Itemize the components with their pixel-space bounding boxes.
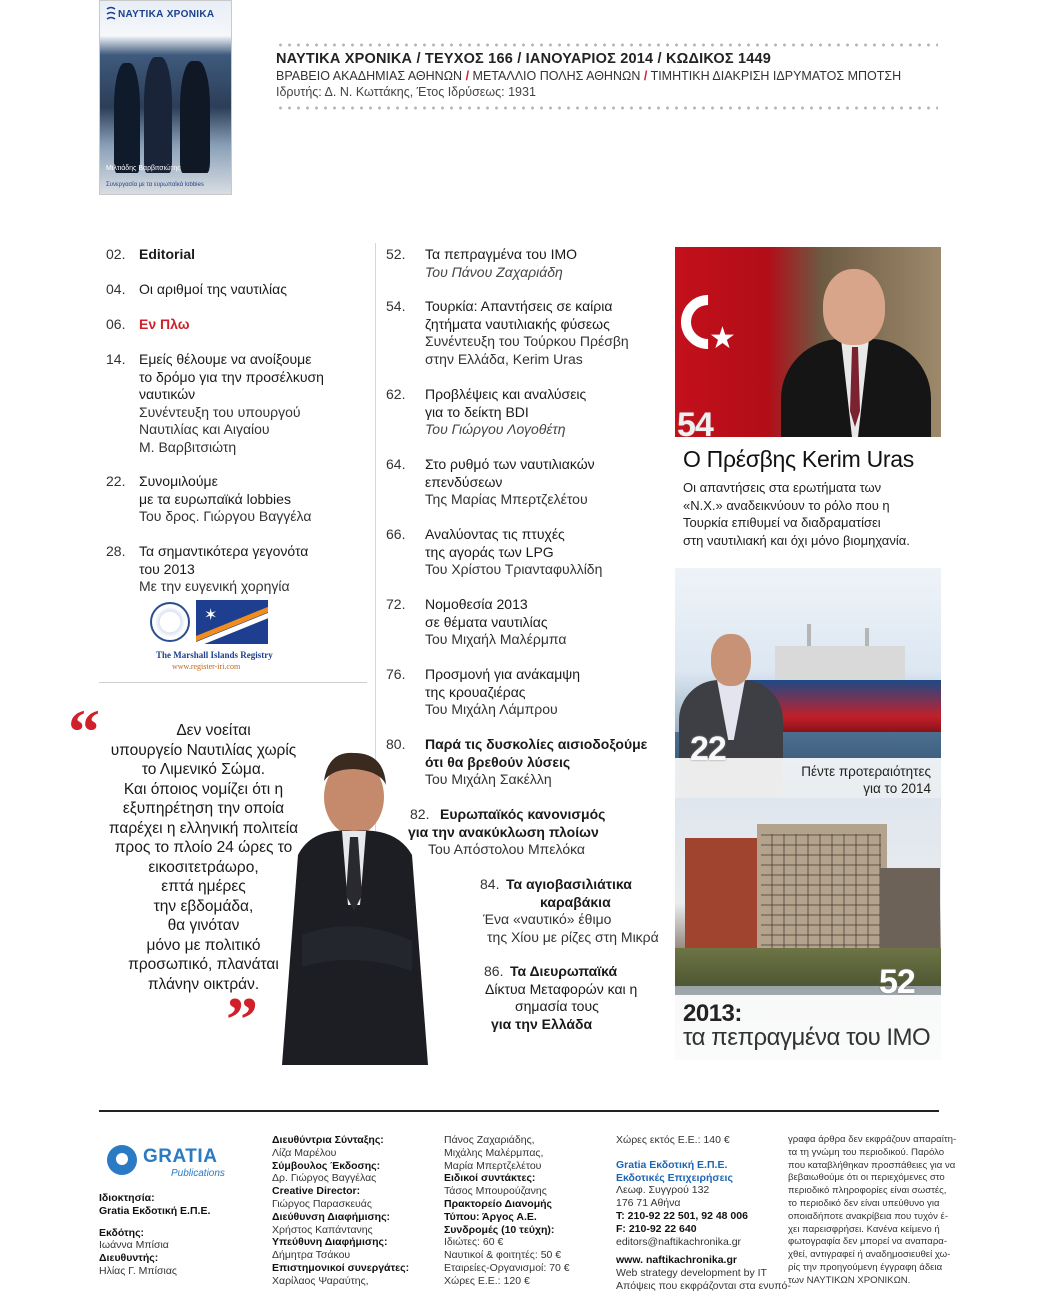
gratia-globe-icon	[107, 1145, 137, 1175]
toc-number: 76.	[386, 666, 406, 682]
toc-title: Εν Πλω	[139, 316, 190, 332]
toc-title: για την Ελλάδα	[491, 1015, 593, 1032]
quote-line: Δεν νοείται	[176, 722, 251, 739]
subscription-price: Ναυτικοί & φοιτητές: 50 €	[444, 1249, 562, 1262]
staff-label: Επιστημονικοί συνεργάτες:	[272, 1261, 410, 1274]
cover-caption: Μιλτιάδης Βαρβιτσιώτης	[106, 165, 181, 172]
director-value: Ηλίας Γ. Μπίσιας	[99, 1264, 177, 1277]
toc-number: 72.	[386, 596, 406, 612]
subscription-price: Εταιρείες-Οργανισμοί: 70 €	[444, 1261, 570, 1274]
disclaimer-start: Απόψεις που εκφράζονται στα ενυπό-	[616, 1279, 791, 1291]
toc-number: 66.	[386, 526, 406, 542]
toc-title: του 2013	[139, 560, 195, 577]
toc-title: επενδύσεων	[425, 473, 503, 490]
publisher-value: Ιωάννα Μπίσια	[99, 1239, 169, 1252]
portrait-head	[823, 269, 885, 345]
toc-number: 14.	[106, 351, 126, 367]
toc-title: Προβλέψεις και αναλύσεις	[425, 386, 587, 402]
feature-caption[interactable]	[801, 763, 931, 797]
toc-number: 82.	[410, 806, 430, 822]
cover-figure-2	[144, 57, 172, 173]
footer-contributors	[444, 1134, 570, 1288]
toc-number: 52.	[386, 246, 406, 262]
director-label: Διευθυντής:	[99, 1252, 159, 1265]
portrait-photo	[262, 735, 432, 1065]
quote-line: παρέχει η ελληνική πολιτεία	[108, 819, 299, 837]
toc-title: με τα ευρωπαϊκά lobbies	[139, 490, 291, 507]
toc-author: Του Μιχαήλ Μαλέρμπα	[425, 631, 567, 647]
toc-author: Του Μιχάλη Σακέλλη	[425, 771, 552, 787]
toc-author: Της Μαρίας Μπερτζελέτου	[425, 491, 588, 507]
staff-label: Creative Director:	[272, 1185, 361, 1198]
distribution-label: Πρακτορείο Διανομής	[444, 1197, 553, 1210]
toc-title: Ευρωπαϊκός κανονισμός	[440, 806, 606, 822]
toc-author: Του Μιχάλη Λάμπρου	[425, 701, 558, 717]
phone[interactable]: T: 210-92 22 501, 92 48 006	[616, 1209, 748, 1222]
feature-photo-ambassador[interactable]	[675, 247, 941, 437]
toc-title: Εμείς θέλουμε να ανοίξουμε	[139, 351, 312, 367]
feature-desc-line: «Ν.Χ.» αναδεικνύουν το ρόλο που η	[683, 497, 890, 513]
dotted-divider-top	[276, 43, 938, 47]
toc-title: ζητήματα ναυτιλιακής φύσεως	[425, 315, 610, 332]
disclaimer-line: το περιοδικό δεν είναι υπεύθυνο για	[788, 1197, 940, 1209]
subscription-price: Χώρες εκτός Ε.Ε.: 140 €	[616, 1134, 730, 1146]
feature-desc-line: Τουρκία επιθυμεί να διαδραματίσει	[683, 515, 881, 530]
toc-number: 80.	[386, 736, 406, 752]
footer-staff	[272, 1134, 409, 1288]
building-windows	[761, 834, 881, 954]
staff-label: Σύμβουλος Έκδοσης:	[272, 1159, 381, 1172]
toc-author: Του Γιώργου Λογοθέτη	[425, 421, 566, 437]
toc-title: Τα πεπραγμένα του ΙΜΟ	[425, 246, 578, 262]
toc-number: 04.	[106, 281, 126, 297]
toc-title: για την ανακύκλωση πλοίων	[408, 823, 599, 840]
feature-page-number: 52	[879, 963, 915, 1001]
toc-subtitle: της Χίου με ρίζες στη Μικρά	[487, 928, 659, 945]
disclaimer-line: βεβαιωθούμε ότι οι περιεχόμενες στο	[788, 1172, 945, 1184]
portrait-head	[711, 634, 751, 686]
quote-line: το Λιμενικό Σώμα.	[141, 761, 266, 778]
toc-title: Στο ρυθμό των ναυτιλιακών	[425, 456, 595, 472]
toc-subtitle: Ναυτιλίας και Αιγαίου	[139, 421, 270, 437]
company-subtitle: Εκδοτικές Επιχειρήσεις	[616, 1171, 733, 1184]
section-divider	[99, 682, 367, 683]
staff-label: Υπεύθυνη Διαφήμισης:	[272, 1236, 388, 1249]
gratia-logo[interactable]	[107, 1143, 242, 1183]
sponsor-url[interactable]: www.register-iri.com	[172, 662, 241, 671]
toc-subtitle: Συνέντευξη του Τούρκου Πρέσβη	[425, 333, 629, 349]
toc-title: Νομοθεσία 2013	[425, 596, 528, 612]
toc-number: 54.	[386, 298, 406, 314]
awards-line	[276, 69, 901, 83]
award-2: ΜΕΤΑΛΛΙΟ ΠΟΛΗΣ ΑΘΗΝΩΝ	[472, 69, 641, 83]
sponsor-name: The Marshall Islands Registry	[156, 650, 273, 660]
toc-title: Τα σημαντικότερα γεγονότα	[139, 543, 309, 559]
fax: F: 210-92 22 640	[616, 1222, 697, 1235]
owner-value: Gratia Εκδοτική Ε.Π.Ε.	[99, 1204, 211, 1217]
contributor-name: Πάνος Ζαχαριάδης,	[444, 1134, 535, 1146]
toc-title: Συνομιλούμε	[139, 473, 218, 489]
owner-label: Ιδιοκτησία:	[99, 1192, 155, 1204]
disclaimer-line: οποιαδήποτε ανακρίβεια που τυχόν έ-	[788, 1210, 949, 1222]
cover-masthead: ΝΑΥΤΙΚΑ ΧΡΟΝΙΚΑ	[118, 9, 215, 20]
toc-number: 84.	[480, 876, 500, 892]
toc-title: Οι αριθμοί της ναυτιλίας	[139, 281, 287, 297]
footer-contact	[616, 1134, 791, 1291]
web-credit: Web strategy development by IT	[616, 1267, 767, 1280]
toc-title: σε θέματα ναυτιλίας	[425, 613, 548, 630]
quote-line: την εβδομάδα,	[153, 897, 254, 915]
close-quote-icon: ”	[226, 984, 258, 1055]
feature-desc-line: στη ναυτιλιακή και όχι μόνο βιομηχανία.	[683, 532, 910, 548]
disclaimer-line: περιοδικό πληροφορίες είναι σωστές,	[788, 1185, 947, 1197]
caption-line: για το 2014	[863, 781, 931, 796]
distribution-value: Τύπου: Άργος Α.Ε.	[444, 1210, 537, 1223]
toc-number: 22.	[106, 473, 126, 489]
toc-subtitle: στην Ελλάδα, Kerim Uras	[425, 350, 583, 367]
open-quote-icon: “	[68, 696, 100, 767]
staff-value: Δρ. Γιώργος Βαγγέλας	[272, 1172, 377, 1185]
cover-figure-1	[114, 63, 140, 173]
award-3: ΤΙΜΗΤΙΚΗ ΔΙΑΚΡΙΣΗ ΙΔΡΥΜΑΤΟΣ ΜΠΟΤΣΗ	[650, 69, 902, 83]
toc-number: 62.	[386, 386, 406, 402]
address-line: 176 71 Αθήνα	[616, 1197, 681, 1210]
subscriptions-label: Συνδρομές (10 τεύχη):	[444, 1223, 555, 1236]
founder-line: Ιδρυτής: Δ. Ν. Κωττάκης, Έτος Ιδρύσεως: 1931	[276, 85, 536, 99]
quote-line: υπουργείο Ναυτιλίας χωρίς	[110, 741, 297, 759]
issue-line: ΝΑΥΤΙΚΑ ΧΡΟΝΙΚΑ / ΤΕΥΧΟΣ 166 / ΙΑΝΟΥΑΡΙΟΣ 2014 / ΚΩΔΙΚΟΣ 1449	[276, 51, 772, 67]
disclaimer-line: τα τη γνώμη του περιοδικού. Παρόλο	[788, 1146, 945, 1158]
quote-line: μόνο με πολιτικό	[146, 936, 261, 954]
toc-number: 02.	[106, 246, 126, 262]
feature-title[interactable]: τα πεπραγμένα του ΙΜΟ	[683, 1024, 931, 1051]
toc-title: Τα αγιοβασιλιάτικα	[506, 876, 632, 892]
quote-line: Και όποιος νομίζει ότι η	[123, 780, 284, 798]
toc-author: Του Χρίστου Τριανταφυλλίδη	[425, 561, 603, 577]
toc-number: 86.	[484, 963, 504, 979]
toc-number: 28.	[106, 543, 126, 559]
wave-logo-icon	[106, 5, 116, 23]
company-name: Gratia Εκδοτική Ε.Π.Ε.	[616, 1158, 728, 1171]
disclaimer-line: των ΝΑΥΤΙΚΩΝ ΧΡΟΝΙΚΩΝ.	[788, 1274, 911, 1286]
toc-author: Του Πάνου Ζαχαριάδη	[425, 263, 563, 280]
gratia-wordmark: GRATIA	[143, 1146, 218, 1167]
toc-title: Τουρκία: Απαντήσεις σε καίρια	[425, 298, 613, 314]
quote-line: προς το πλοίο 24 ώρες το	[114, 839, 293, 856]
slash-separator: /	[465, 69, 470, 83]
disclaimer-line: ρίς την προηγούμενη έγγραφη άδεια	[788, 1261, 943, 1273]
magazine-cover-thumbnail[interactable]	[99, 0, 232, 195]
editors-value: Τάσος Μπουρούζανης	[444, 1185, 547, 1198]
toc-title: σημασία τους	[515, 998, 599, 1014]
toc-title: το δρόμο για την προσέλκυση	[139, 368, 324, 385]
editors-label: Ειδικοί συντάκτες:	[444, 1172, 536, 1185]
staff-value: Χαρίλαος Ψαραύτης,	[272, 1274, 369, 1287]
quote-line: θα γινόταν	[167, 917, 240, 934]
toc-title: ναυτικών	[139, 386, 196, 402]
disclaimer-line: χθεί, αντιγραφεί ή αναδημοσιευθεί χω-	[788, 1249, 951, 1261]
cover-footer: Συνεργασία με τα ευρωπαϊκά lobbies	[106, 182, 204, 188]
disclaimer-line: γραφα άρθρα δεν εκφράζουν απαραίτη-	[788, 1134, 957, 1145]
caption-line: Πέντε προτεραιότητες	[801, 764, 931, 779]
cover-figure-3	[180, 61, 210, 173]
footer-ownership	[99, 1192, 210, 1278]
toc-title: Editorial	[139, 246, 196, 262]
staff-value: Γιώργος Παρασκευάς	[272, 1197, 372, 1210]
toc-title: καραβάκια	[540, 893, 611, 910]
quote-line: εξυπηρέτηση την οποία	[122, 800, 285, 817]
toc-title: της αγοράς των LPG	[425, 543, 554, 560]
award-1: ΒΡΑΒΕΙΟ ΑΚΑΔΗΜΙΑΣ ΑΘΗΝΩΝ	[276, 69, 463, 83]
sponsor-logos[interactable]	[148, 598, 273, 680]
disclaimer-line: φωτογραφία δεν μπορεί να αναπαρα-	[788, 1236, 948, 1248]
marshall-islands-flag-icon: ✶	[196, 600, 268, 644]
feature-year: 2013:	[683, 1000, 742, 1027]
feature-desc-line: Οι απαντήσεις στα ερωτήματα των	[683, 480, 882, 495]
toc-number: 64.	[386, 456, 406, 472]
website-link[interactable]: www. naftikachronika.gr	[616, 1254, 737, 1267]
quote-line: προσωπικό, πλανάται	[128, 956, 279, 973]
toc-subtitle: Ένα «ναυτικό» έθιμο	[483, 911, 612, 927]
toc-subtitle: Με την ευγενική χορηγία	[139, 578, 290, 594]
star-icon: ★	[709, 322, 736, 355]
staff-value: Δήμητρα Τσάκου	[272, 1249, 351, 1262]
toc-subtitle: Συνέντευξη του υπουργού	[139, 403, 301, 420]
toc-title: για το δείκτη BDI	[425, 403, 529, 420]
toc-title: της κρουαζιέρας	[425, 683, 526, 700]
footer-rule	[99, 1110, 939, 1112]
subscription-price: Χώρες Ε.Ε.: 120 €	[444, 1274, 530, 1287]
toc-title: ότι θα βρεθούν λύσεις	[425, 753, 571, 770]
gratia-subtitle: Publications	[171, 1168, 225, 1179]
ship-superstructure	[775, 646, 905, 682]
feature-title[interactable]: Ο Πρέσβης Kerim Uras	[683, 446, 914, 472]
building	[685, 838, 765, 958]
contributor-name: Μαρία Μπερτζελέτου	[444, 1159, 542, 1172]
toc-title: Προσμονή για ανάκαμψη	[425, 666, 581, 682]
staff-value: Χρήστος Καπάντανης	[272, 1223, 373, 1236]
disclaimer-line: χει παρεισφρήσει. Κανένα κείμενο ή	[788, 1223, 940, 1235]
toc-subtitle: Του δρος. Γιώργου Βαγγέλα	[139, 508, 312, 524]
quote-line: πλάνην οικτράν.	[147, 975, 260, 993]
toc-title: Τα Διευρωπαϊκά	[510, 963, 618, 979]
staff-label: Διευθύντρια Σύνταξης:	[272, 1134, 384, 1146]
slash-separator: /	[643, 69, 648, 83]
footer-disclaimer	[788, 1134, 956, 1288]
address-line: Λεωφ. Συγγρού 132	[616, 1184, 710, 1197]
toc-author: Του Απόστολου Μπελόκα	[428, 841, 586, 857]
feature-page-number: 54	[677, 406, 713, 444]
quote-line: εικοσιτετράωρο,	[148, 858, 259, 876]
disclaimer-line: που καταβλήθηκαν προσπάθειες για να	[788, 1159, 956, 1171]
toc-subtitle: Μ. Βαρβιτσιώτη	[139, 438, 237, 455]
subscription-price: Ιδιώτες: 60 €	[444, 1236, 504, 1249]
feature-page-number: 22	[690, 730, 726, 768]
contributor-name: Μιχάλης Μαλέρμπας,	[444, 1146, 544, 1159]
email-link[interactable]: editors@naftikachronika.gr	[616, 1235, 742, 1248]
toc-title: Παρά τις δυσκολίες αισιοδοξούμε	[425, 736, 648, 752]
toc-title: Αναλύοντας τις πτυχές	[425, 526, 565, 542]
dotted-divider-bottom	[276, 106, 938, 110]
publisher-label: Εκδότης:	[99, 1226, 145, 1239]
staff-label: Διεύθυνση Διαφήμισης:	[272, 1210, 391, 1223]
toc-title: Δίκτυα Μεταφορών και η	[485, 980, 638, 997]
toc-number: 06.	[106, 316, 126, 332]
staff-value: Λίζα Μαρέλου	[272, 1146, 337, 1159]
feature-description	[683, 479, 943, 549]
quote-line: επτά ημέρες	[161, 878, 246, 895]
registry-seal-icon	[150, 602, 190, 642]
